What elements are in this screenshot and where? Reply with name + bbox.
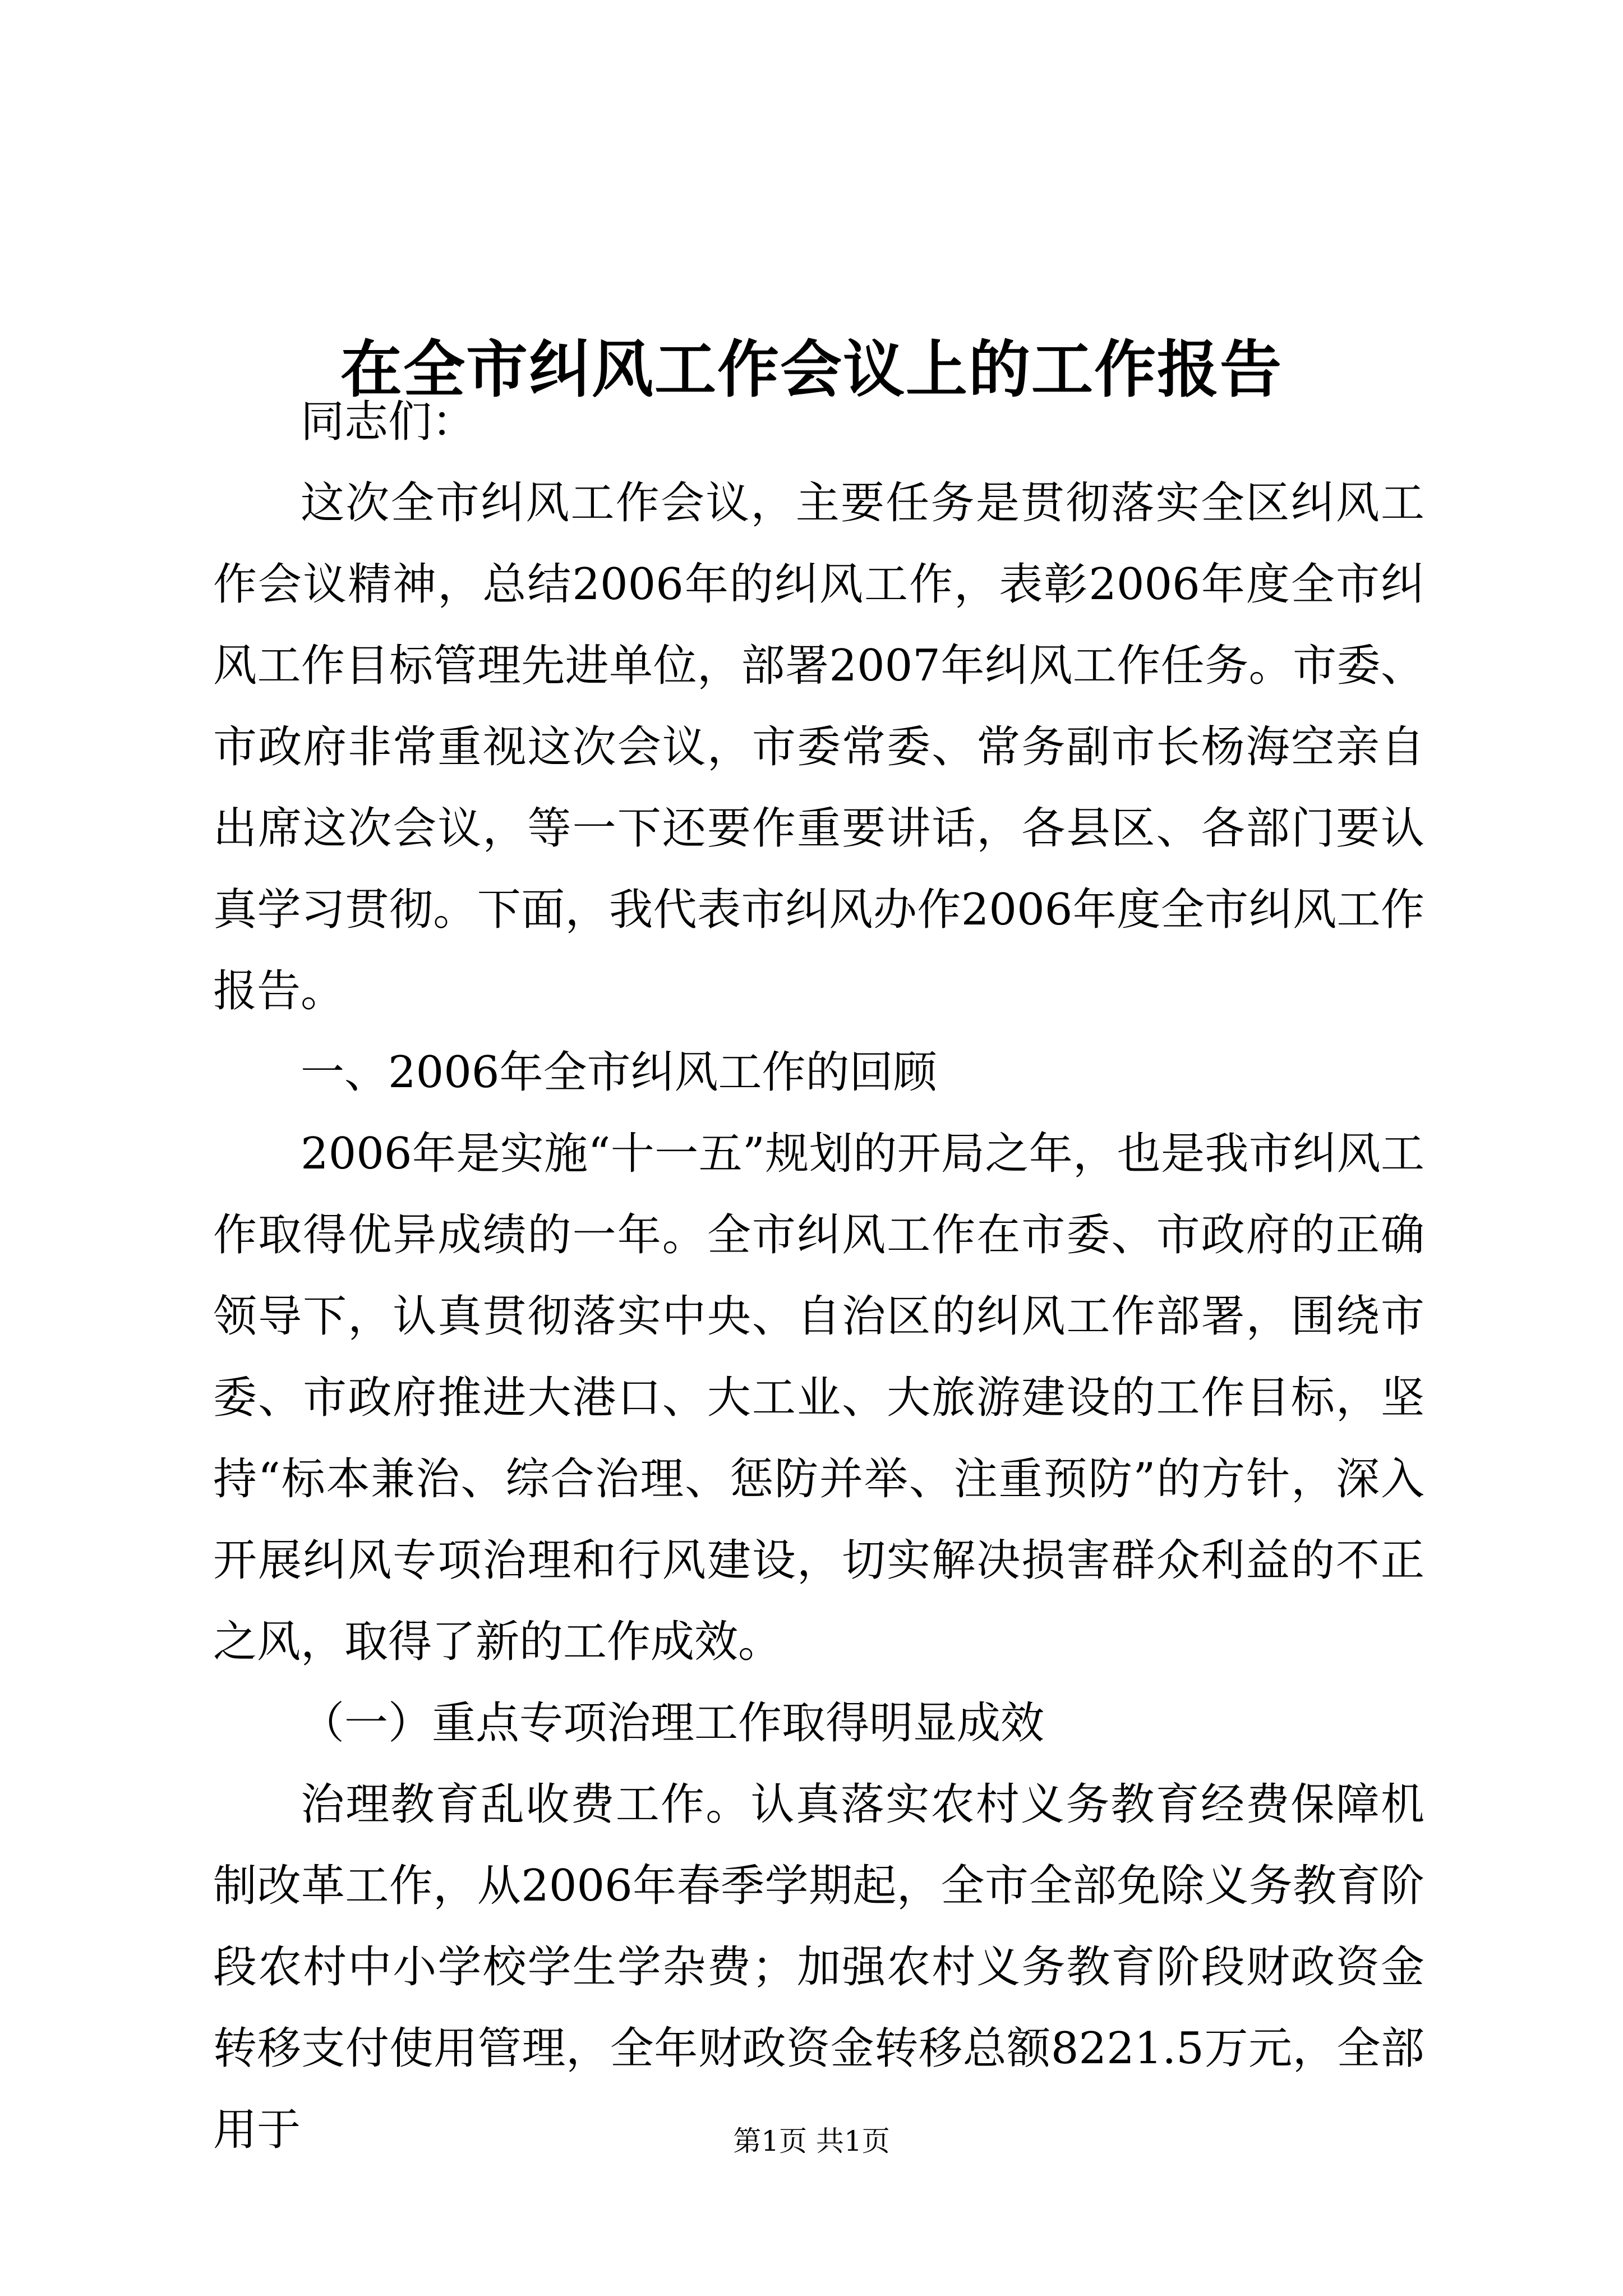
subsection-heading: （一）重点专项治理工作取得明显成效 bbox=[301, 1698, 1045, 1749]
review-paragraph: 2006年是实施“十一五”规划的开局之年，也是我市纠风工作取得优异成绩的一年。全市纠风工作在市委、市政府的正确领导下，认真贯彻落实中央、自治区的纠风工作部署，围绕市委、市政府推进大港口、大工业、大旅游建设的工作目标，坚持“标本兼治、综合治理、惩防并举、注重预防”的方针，深入开展纠风专项治理和行风建设，切实解决损害群众利益的不正之风，取得了新的工作成效。 bbox=[213, 1129, 1424, 1667]
salutation-paragraph: 同志们： bbox=[301, 397, 476, 447]
education-fees-paragraph: 治理教育乱收费工作。认真落实农村义务教育经费保障机制改革工作，从2006年春季学期起，全市全部免除义务教育阶段农村中小学校学生学杂费；加强农村义务教育阶段财政资金转移支付使用管理，全年财政资金转移总额8221.5万元，全部用于 bbox=[213, 1779, 1424, 2155]
page-footer: 第1页 共1页 bbox=[733, 2125, 890, 2157]
intro-paragraph: 这次全市纠风工作会议，主要任务是贯彻落实全区纠风工作会议精神，总结2006年的纠风工作，表彰2006年度全市纠风工作目标管理先进单位，部署2007年纠风工作任务。市委、市政府非常重视这次会议，市委常委、常务副市长杨海空亲自出席这次会议，等一下还要作重要讲话，各县区、各部门要认真学习贯彻。下面，我代表市纠风办作2006年度全市纠风工作报告。 bbox=[213, 478, 1424, 1016]
document-title: 在全市纠风工作会议上的工作报告 bbox=[340, 333, 1283, 406]
document-body bbox=[213, 381, 1424, 2171]
section-heading: 一、2006年全市纠风工作的回顾 bbox=[301, 1047, 937, 1098]
